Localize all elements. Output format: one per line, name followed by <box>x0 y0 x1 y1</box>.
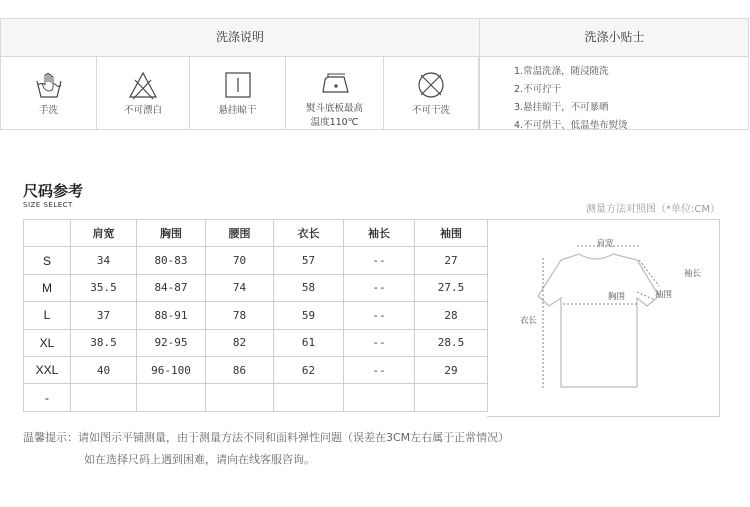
value-cell: -- <box>344 302 415 329</box>
column-header: 袖围 <box>415 220 488 247</box>
size-cell: L <box>24 302 71 329</box>
size-row <box>24 302 488 329</box>
value-cell: 62 <box>274 356 344 383</box>
size-subtitle: SIZE SELECT <box>23 201 73 209</box>
value-cell: 59 <box>274 302 344 329</box>
value-cell: 27 <box>415 247 488 274</box>
hand-wash-icon <box>34 70 64 100</box>
value-cell: -- <box>344 247 415 274</box>
care-label: 手洗 <box>38 105 58 116</box>
warm-tip-line2: 如在选择尺码上遇到困难，请向在线客服咨询。 <box>84 453 315 466</box>
value-cell: 58 <box>274 274 344 301</box>
size-cell: XL <box>24 329 71 356</box>
care-header-right: 洗涤小贴士 <box>479 19 749 56</box>
care-item-no-bleach <box>97 56 190 130</box>
value-cell: 29 <box>415 356 488 383</box>
care-label: 悬挂晾干 <box>218 105 257 116</box>
diagram-label-length: 衣长 <box>520 316 538 326</box>
value-cell <box>344 384 415 411</box>
size-cell: - <box>24 384 71 411</box>
column-header: 胸围 <box>137 220 206 247</box>
diagram-label-sleeve-circ: 袖围 <box>655 290 673 300</box>
value-cell: -- <box>344 329 415 356</box>
size-row <box>24 274 488 301</box>
value-cell: 84-87 <box>137 274 206 301</box>
tip-item: 2.不可拧干 <box>514 84 562 95</box>
value-cell: 80-83 <box>137 247 206 274</box>
size-cell: M <box>24 274 71 301</box>
value-cell: 70 <box>206 247 274 274</box>
care-header <box>1 19 748 57</box>
care-table <box>0 18 749 130</box>
warm-tip-line1: 温馨提示：请如图示平铺测量，由于测量方法不同和面料弹性问题（误差在3CM左右属于正常情况） <box>23 431 510 444</box>
value-cell: 78 <box>206 302 274 329</box>
value-cell: 57 <box>274 247 344 274</box>
care-item-no-dry-clean <box>384 56 479 130</box>
tip-item: 1.常温洗涤，随浸随洗 <box>514 66 609 77</box>
value-cell <box>274 384 344 411</box>
care-label: 不可漂白 <box>123 105 162 116</box>
value-cell: -- <box>344 356 415 383</box>
no-dry-clean-icon <box>416 70 446 100</box>
size-cell: S <box>24 247 71 274</box>
iron-icon <box>318 70 352 96</box>
value-cell: 37 <box>71 302 137 329</box>
value-cell: 92-95 <box>137 329 206 356</box>
size-cell: XXL <box>24 356 71 383</box>
value-cell <box>415 384 488 411</box>
tip-item: 3.悬挂晾干，不可暴晒 <box>514 102 609 113</box>
hang-dry-icon <box>223 70 253 100</box>
care-label: 不可干洗 <box>411 105 450 116</box>
size-title: 尺码参考 <box>23 182 84 200</box>
value-cell: 74 <box>206 274 274 301</box>
value-cell: 88-91 <box>137 302 206 329</box>
care-item-hand-wash <box>1 56 97 130</box>
column-header <box>24 220 71 247</box>
value-cell: 82 <box>206 329 274 356</box>
care-tips <box>479 56 749 130</box>
measure-note: 测量方法对照图（*单位:CM） <box>586 204 720 215</box>
value-cell: 35.5 <box>71 274 137 301</box>
value-cell: -- <box>344 274 415 301</box>
no-bleach-icon <box>128 70 158 100</box>
value-cell: 96-100 <box>137 356 206 383</box>
size-row <box>24 384 488 411</box>
value-cell: 34 <box>71 247 137 274</box>
value-cell: 28.5 <box>415 329 488 356</box>
size-header-row <box>24 220 488 247</box>
column-header: 腰围 <box>206 220 274 247</box>
value-cell <box>206 384 274 411</box>
value-cell <box>71 384 137 411</box>
value-cell: 28 <box>415 302 488 329</box>
column-header: 衣长 <box>274 220 344 247</box>
size-row <box>24 356 488 383</box>
value-cell: 86 <box>206 356 274 383</box>
diagram-label-sleeve-length: 袖长 <box>684 269 702 279</box>
size-row <box>24 329 488 356</box>
size-table <box>23 219 488 412</box>
care-item-hang-dry <box>190 56 286 130</box>
care-item-iron <box>286 56 384 130</box>
column-header: 袖长 <box>344 220 415 247</box>
diagram-label-chest: 胸围 <box>608 292 626 302</box>
value-cell: 40 <box>71 356 137 383</box>
value-cell: 61 <box>274 329 344 356</box>
tip-item: 4.不可烘干、低温垫布熨烫 <box>514 120 628 131</box>
column-header: 肩宽 <box>71 220 137 247</box>
measure-diagram <box>487 219 720 417</box>
size-row <box>24 247 488 274</box>
value-cell: 38.5 <box>71 329 137 356</box>
care-header-left: 洗涤说明 <box>215 30 264 44</box>
value-cell: 27.5 <box>415 274 488 301</box>
care-label-2: 温度110℃ <box>310 117 359 128</box>
care-label: 熨斗底板最高 <box>305 103 363 114</box>
diagram-label-shoulder: 肩宽 <box>596 239 614 249</box>
tshirt-diagram <box>487 220 720 418</box>
value-cell <box>137 384 206 411</box>
